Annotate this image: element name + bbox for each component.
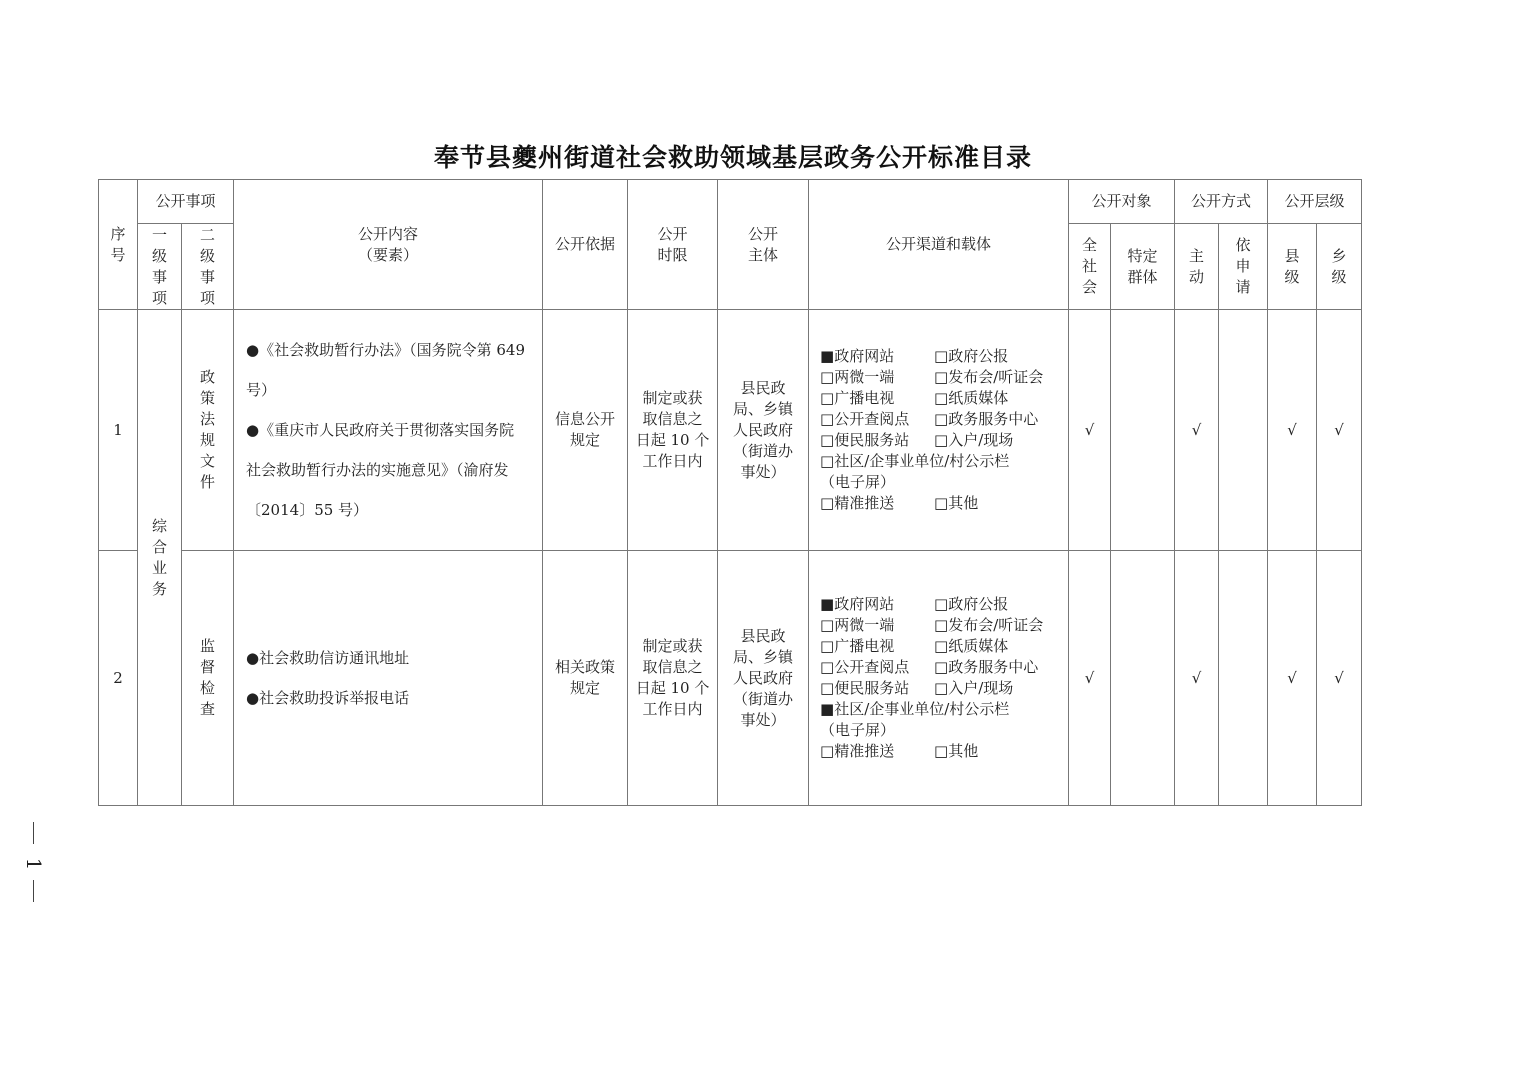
channels-cell	[809, 551, 1069, 806]
channel-option: □政务服务中心	[934, 658, 1039, 676]
header-obj-all: 全社会	[1069, 224, 1111, 310]
header-basis: 公开依据	[543, 180, 628, 310]
level-county-mark: √	[1268, 551, 1317, 806]
channel-option: ■社区/企事业单位/村公示栏	[820, 700, 1010, 718]
channel-option: □其他	[934, 494, 979, 512]
level-county-mark: √	[1268, 310, 1317, 551]
channel-option: □政府公报	[934, 595, 1009, 613]
header-items-group: 公开事项	[138, 180, 234, 224]
subject-cell: 县民政 局、乡镇 人民政府 （街道办 事处）	[718, 310, 809, 551]
basis-cell: 相关政策 规定	[543, 551, 628, 806]
time-limit-cell: 制定或获 取信息之 日起 10 个 工作日内	[628, 551, 718, 806]
header-time-limit: 公开 时限	[628, 180, 718, 310]
header-object-group: 公开对象	[1069, 180, 1175, 224]
channel-option: □广播电视	[820, 637, 895, 655]
header-subject: 公开 主体	[718, 180, 809, 310]
subject-cell: 县民政 局、乡镇 人民政府 （街道办 事处）	[718, 551, 809, 806]
content-cell: ●社会救助信访通讯地址 ●社会救助投诉举报电话	[234, 551, 543, 806]
channel-option: □社区/企事业单位/村公示栏	[820, 452, 1010, 470]
header-level-group: 公开层级	[1268, 180, 1362, 224]
time-limit-cell: 制定或获 取信息之 日起 10 个 工作日内	[628, 310, 718, 551]
header-level1: 一级事项	[138, 224, 182, 310]
channel-option: □精准推送	[820, 494, 895, 512]
channel-option: □精准推送	[820, 742, 895, 760]
channels-cell	[809, 310, 1069, 551]
header-level-town: 乡级	[1317, 224, 1362, 310]
header-level-county: 县级	[1268, 224, 1317, 310]
header-seq: 序号	[99, 180, 138, 310]
channel-option: □公开查阅点	[820, 658, 910, 676]
method-active-mark: √	[1175, 551, 1219, 806]
method-apply-mark	[1219, 551, 1268, 806]
header-content: 公开内容 （要素）	[234, 180, 543, 310]
channel-option: □政府公报	[934, 347, 1009, 365]
channel-option-note: （电子屏）	[820, 721, 896, 739]
channel-option: ■政府网站	[820, 595, 895, 613]
row-seq: 1	[99, 310, 138, 551]
channel-option-note: （电子屏）	[820, 473, 896, 491]
method-apply-mark	[1219, 310, 1268, 551]
obj-all-mark: √	[1069, 551, 1111, 806]
document-title: 奉节县夔州街道社会救助领域基层政务公开标准目录	[433, 143, 1032, 172]
content-cell: ●《社会救助暂行办法》（国务院令第 649 号） ●《重庆市人民政府关于贯彻落实国务院 社会救助暂行办法的实施意见》（渝府发 〔2014〕55 号）	[234, 310, 543, 551]
page-number-dash	[33, 822, 34, 844]
header-method-active: 主动	[1175, 224, 1219, 310]
channel-option: □两微一端	[820, 368, 895, 386]
channel-option: □政务服务中心	[934, 410, 1039, 428]
channel-option: □纸质媒体	[934, 389, 1009, 407]
obj-specific-mark	[1111, 551, 1175, 806]
method-active-mark: √	[1175, 310, 1219, 551]
header-method-apply: 依申请	[1219, 224, 1268, 310]
table-row	[99, 551, 1362, 806]
page-number-value: 1	[22, 857, 46, 871]
header-method-group: 公开方式	[1175, 180, 1268, 224]
channel-option: □入户/现场	[934, 431, 1014, 449]
channel-option: □广播电视	[820, 389, 895, 407]
obj-specific-mark	[1111, 310, 1175, 551]
level1-item: 综合业务	[138, 310, 182, 806]
channel-option: □便民服务站	[820, 679, 910, 697]
channel-option: ■政府网站	[820, 347, 895, 365]
obj-all-mark: √	[1069, 310, 1111, 551]
table-row	[99, 310, 1362, 551]
channel-option: □发布会/听证会	[934, 368, 1044, 386]
header-obj-specific: 特定 群体	[1111, 224, 1175, 310]
page-number	[22, 822, 46, 904]
row-seq: 2	[99, 551, 138, 806]
level2-item: 监督检查	[182, 551, 234, 806]
header-channels: 公开渠道和载体	[809, 180, 1069, 310]
channel-option: □入户/现场	[934, 679, 1014, 697]
channel-option: □纸质媒体	[934, 637, 1009, 655]
level2-item: 政策法规文件	[182, 310, 234, 551]
channel-option: □公开查阅点	[820, 410, 910, 428]
page-number-dash	[33, 880, 34, 902]
basis-cell: 信息公开 规定	[543, 310, 628, 551]
level-town-mark: √	[1317, 310, 1362, 551]
channel-option: □其他	[934, 742, 979, 760]
level-town-mark: √	[1317, 551, 1362, 806]
channel-option: □便民服务站	[820, 431, 910, 449]
channel-option: □两微一端	[820, 616, 895, 634]
channel-option: □发布会/听证会	[934, 616, 1044, 634]
disclosure-catalog-table	[98, 179, 1362, 806]
header-level2: 二级事项	[182, 224, 234, 310]
